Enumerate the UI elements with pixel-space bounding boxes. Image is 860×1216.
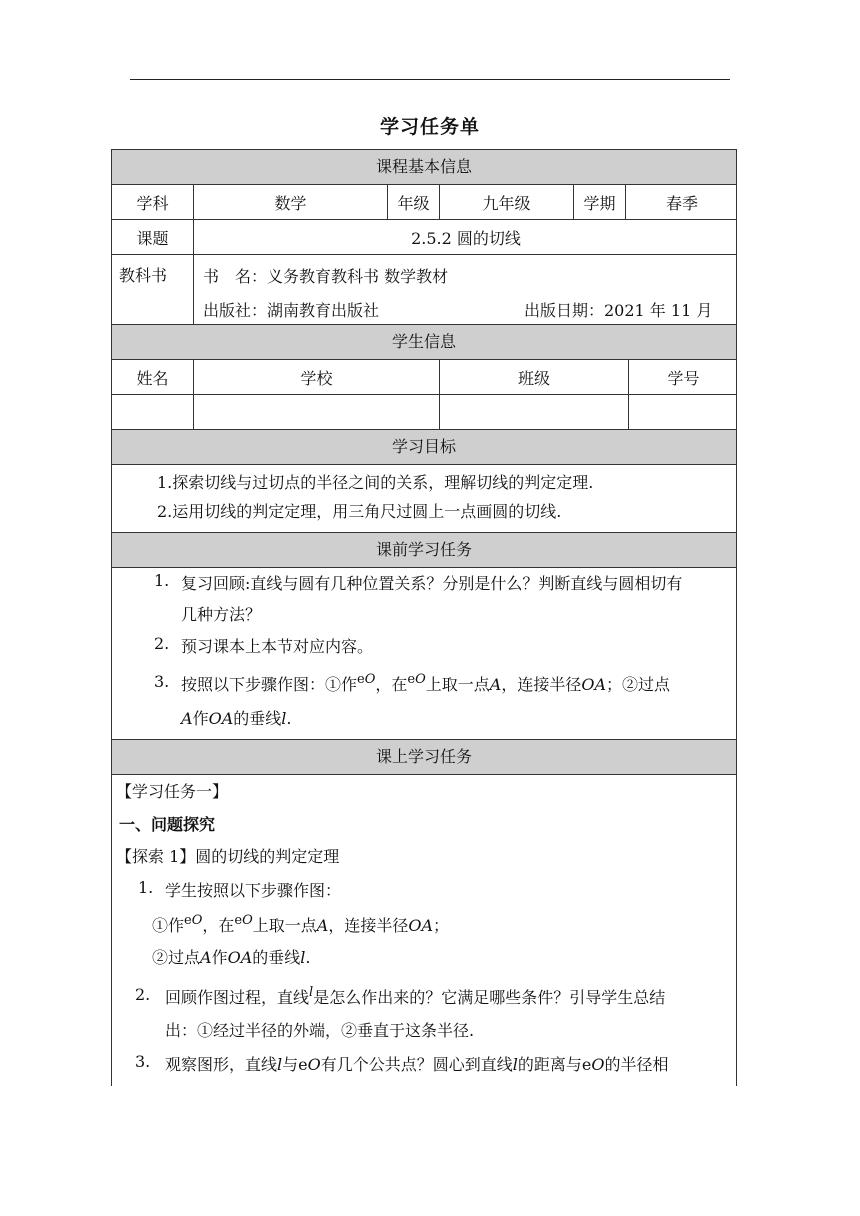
topic-label: 课题 (112, 220, 194, 254)
in-class-body (112, 775, 736, 1086)
math-OA: OA (581, 675, 607, 694)
text-segment: ；②过点 (606, 675, 671, 694)
goal-item: 1.探索切线与过切点的半径之间的关系，理解切线的判定定理. (157, 473, 594, 492)
pre-item-number: 2. (154, 634, 170, 653)
text-segment: 有几个公共点？圆心到直线 (320, 1055, 513, 1074)
topic-row (112, 220, 736, 255)
book-name: 书 名：义务教育教科书 数学教材 (203, 267, 449, 286)
subject-value: 数学 (194, 185, 388, 219)
math-l: l (300, 948, 306, 967)
goals-header: 学习目标 (112, 430, 736, 465)
step-number: 2. (135, 985, 151, 1004)
pre-item-number: 3. (154, 672, 170, 691)
math-O: O (364, 672, 376, 687)
step-number: 3. (135, 1052, 151, 1071)
text-segment: ，连接半径 (328, 916, 409, 935)
task-sheet-table (111, 149, 737, 1086)
text-segment: 回顾作图过程，直线 (165, 988, 310, 1007)
grade-label: 年级 (388, 185, 440, 219)
text-segment: ，连接半径 (501, 675, 582, 694)
student-info-header: 学生信息 (112, 325, 736, 360)
text-segment: 作 (192, 709, 209, 728)
text-segment: 上取一点 (252, 916, 317, 935)
textbook-label: 教科书 (112, 255, 194, 324)
term-label: 学期 (574, 185, 626, 219)
term-value: 春季 (665, 193, 698, 213)
math-O: O (591, 1055, 605, 1074)
math-OA: OA (408, 916, 434, 935)
math-OA: OA (208, 709, 234, 728)
school-cell[interactable] (194, 395, 440, 429)
text-segment: 观察图形，直线 (165, 1055, 278, 1074)
circle-symbol: e (184, 913, 192, 928)
name-label: 姓名 (112, 360, 194, 394)
pre-item-number: 1. (154, 571, 170, 590)
math-l: l (277, 1055, 283, 1074)
text-segment: . (286, 709, 292, 728)
pre-item-1-line-1: 复习回顾:直线与圆有几种位置关系？分别是什么？判断直线与圆相切有 (181, 574, 683, 593)
in-class-header: 课上学习任务 (112, 740, 736, 775)
circle-symbol: e (234, 913, 243, 928)
math-O: O (242, 913, 253, 928)
course-info-header: 课程基本信息 (112, 150, 736, 185)
math-O: O (415, 672, 426, 687)
pre-item-3-line-2 (181, 706, 291, 729)
page-title: 学习任务单 (379, 116, 480, 138)
step-2-line-2: 出：①经过半径的外端，②垂直于这条半径. (165, 1021, 475, 1040)
text-segment: 与 (282, 1055, 299, 1074)
task-one-label: 【学习任务一】 (116, 782, 229, 801)
math-O: O (191, 913, 203, 928)
pre-item-1-line-2: 几种方法？ (181, 605, 262, 624)
math-OA: OA (227, 948, 253, 967)
step-1: 学生按照以下步骤作图： (165, 881, 342, 900)
topic-value: 2.5.2 圆的切线 (411, 228, 521, 248)
section-heading: 一、问题探究 (119, 815, 216, 834)
text-segment: 作 (211, 948, 228, 967)
textbook-row (112, 255, 736, 325)
subject-label: 学科 (112, 185, 194, 219)
math-l: l (281, 709, 287, 728)
text-segment: ②过点 (152, 948, 201, 967)
student-id-label: 学号 (667, 368, 700, 388)
school-label: 学校 (194, 360, 440, 394)
circle-symbol: e (298, 1055, 308, 1074)
pre-class-header: 课前学习任务 (112, 533, 736, 568)
subject-row (112, 185, 736, 220)
math-O: O (307, 1055, 321, 1074)
class-cell[interactable] (440, 395, 629, 429)
goals-body (112, 465, 736, 533)
circle-symbol: e (357, 672, 365, 687)
text-segment: ； (433, 916, 450, 935)
math-l: l (512, 1055, 518, 1074)
student-header-row (112, 360, 736, 395)
math-A: A (316, 916, 329, 935)
text-segment: 上取一点 (425, 675, 490, 694)
publish-date: 出版日期：2021 年 11 月 (524, 301, 713, 320)
step-3-line-1 (165, 1052, 669, 1075)
class-label: 班级 (440, 360, 629, 394)
goal-item: 2.运用切线的判定定理，用三角尺过圆上一点画圆的切线. (157, 502, 562, 521)
text-segment: 按照以下步骤作图：①作 (181, 675, 358, 694)
text-segment: ①作 (152, 916, 185, 935)
pre-item-2: 预习课本上本节对应内容。 (181, 637, 374, 656)
explore-1-label: 【探索 1】圆的切线的判定定理 (116, 847, 340, 866)
text-segment: . (305, 948, 311, 967)
header-rule (130, 79, 730, 80)
step-1a (152, 913, 449, 936)
text-segment: ，在 (375, 675, 408, 694)
student-id-cell[interactable] (629, 395, 737, 429)
publisher: 出版社：湖南教育出版社 (203, 301, 380, 320)
text-segment: 的垂线 (252, 948, 301, 967)
pre-item-3-line-1 (181, 672, 670, 695)
grade-value: 九年级 (440, 185, 574, 219)
pre-class-body (112, 568, 736, 740)
step-1b (152, 945, 311, 968)
math-A: A (489, 675, 502, 694)
circle-symbol: e (407, 672, 416, 687)
math-A: A (181, 709, 193, 728)
math-A: A (200, 948, 212, 967)
text-segment: ，在 (202, 916, 235, 935)
text-segment: 的半径相 (604, 1055, 669, 1074)
text-segment: 的距离与 (517, 1055, 582, 1074)
step-number: 1. (138, 878, 154, 897)
name-cell[interactable] (112, 395, 194, 429)
step-2-line-1 (165, 985, 665, 1008)
student-input-row (112, 395, 736, 430)
text-segment: 的垂线 (233, 709, 282, 728)
text-segment: 是怎么作出来的？它满足哪些条件？引导学生总结 (313, 988, 666, 1007)
math-l: l (309, 985, 314, 1000)
circle-symbol: e (581, 1055, 592, 1074)
